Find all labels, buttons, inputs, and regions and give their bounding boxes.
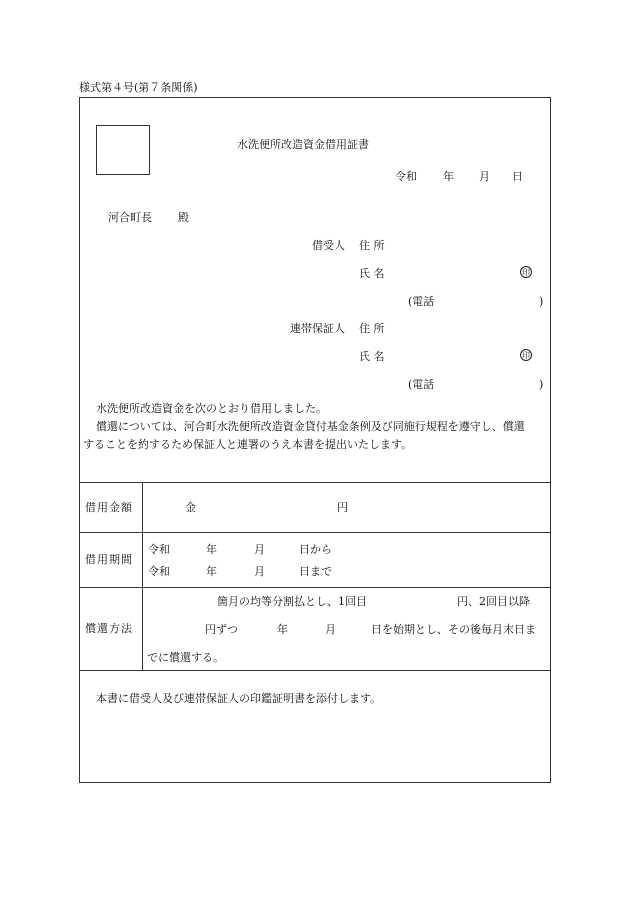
table-divider [79, 532, 551, 533]
date-year: 年 [443, 170, 454, 183]
period-to-month: 月 [254, 565, 265, 578]
repayment-line3: でに償還する。 [147, 651, 224, 664]
guarantor-phone-open: (電話 [408, 378, 435, 391]
date-day: 日 [512, 170, 523, 183]
borrower-phone-close: ) [539, 295, 544, 308]
borrower-role: 借受人 [312, 239, 345, 252]
borrower-address-label: 住 所 [359, 239, 385, 252]
repayment-line1-installments: 箇月の均等分割払とし、1回目 [217, 595, 367, 608]
statement-line-2: 償還については、河合町水洗便所改造資金貸付基金条例及び同施行規程を遵守し、償還 [96, 420, 525, 433]
period-from-month: 月 [254, 543, 265, 556]
period-from-era: 令和 [148, 543, 170, 556]
amount-label: 借用金額 [85, 501, 133, 514]
borrower-phone-open: (電話 [408, 295, 435, 308]
form-number: 様式第４号(第７条関係) [79, 81, 198, 94]
repayment-line2-start: 日を始期とし、その後毎月末日ま [371, 623, 536, 636]
borrower-seal-icon: 印 [522, 268, 530, 277]
statement-line-3: することを約するため保証人と連署のうえ本書を提出いたします。 [83, 438, 413, 451]
period-label: 借用期間 [85, 553, 133, 566]
table-divider [79, 670, 551, 671]
guarantor-address-label: 住 所 [359, 322, 385, 335]
addressee-name: 河合町長 [108, 211, 152, 224]
repayment-line2-month: 月 [325, 623, 336, 636]
guarantor-phone-close: ) [539, 378, 544, 391]
table-column-divider [142, 482, 143, 670]
revenue-stamp-box [96, 125, 150, 175]
repayment-line2-year: 年 [277, 623, 288, 636]
repayment-line1-later: 円、2回目以降 [457, 595, 530, 608]
date-era: 令和 [395, 170, 417, 183]
period-to-era: 令和 [148, 565, 170, 578]
addressee-honorific: 殿 [178, 211, 189, 224]
amount-prefix: 金 [185, 501, 196, 514]
repayment-line2-each: 円ずつ [205, 623, 238, 636]
guarantor-name-label: 氏 名 [359, 350, 385, 363]
amount-unit: 円 [337, 501, 348, 514]
table-divider [79, 482, 551, 483]
borrower-name-label: 氏 名 [359, 267, 385, 280]
period-to-day: 日まで [299, 565, 332, 578]
date-month: 月 [479, 170, 490, 183]
repayment-label: 償還方法 [85, 622, 133, 635]
period-to-year: 年 [206, 565, 217, 578]
attachment-note: 本書に借受人及び連帯保証人の印鑑証明書を添付します。 [96, 692, 382, 705]
period-from-year: 年 [206, 543, 217, 556]
document-title: 水洗便所改造資金借用証書 [237, 138, 369, 151]
table-divider [79, 587, 551, 588]
period-from-day: 日から [299, 543, 332, 556]
guarantor-seal-icon: 印 [522, 351, 530, 360]
guarantor-role: 連帯保証人 [290, 322, 345, 335]
statement-line-1: 水洗便所改造資金を次のとおり借用しました。 [96, 402, 327, 415]
